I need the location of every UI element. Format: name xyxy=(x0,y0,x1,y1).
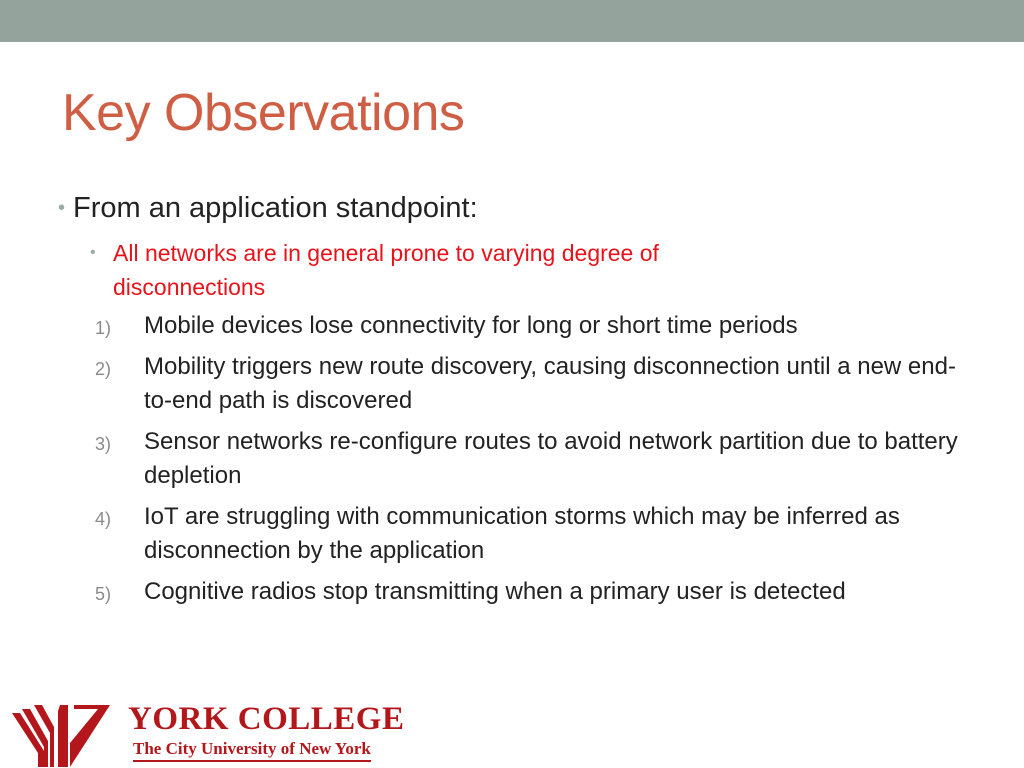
sub-bullet xyxy=(90,236,810,304)
list-number: 1) xyxy=(95,318,112,338)
college-name: YORK COLLEGE xyxy=(128,701,405,737)
bullet-dot-icon: • xyxy=(58,197,66,219)
list-item xyxy=(95,425,975,493)
list-item-text: Sensor networks re-configure routes to avoid network partition due to battery depletion xyxy=(144,428,958,489)
york-college-logo-icon xyxy=(10,703,120,767)
main-bullet xyxy=(58,190,478,226)
university-name: The City University of New York xyxy=(133,739,371,762)
list-item xyxy=(95,575,975,609)
list-number: 3) xyxy=(95,434,112,454)
slide-title: Key Observations xyxy=(62,84,465,142)
bullet-dot-icon: • xyxy=(90,244,96,261)
list-item xyxy=(95,350,975,418)
list-item xyxy=(95,500,975,568)
top-banner xyxy=(0,0,1024,42)
list-item-text: Mobility triggers new route discovery, causing disconnection until a new end-to-end path is discovered xyxy=(144,353,956,414)
list-item xyxy=(95,309,975,343)
list-number: 2) xyxy=(95,359,112,379)
list-item-text: IoT are struggling with communication storms which may be inferred as disconnection by the application xyxy=(144,503,900,564)
list-item-text: Cognitive radios stop transmitting when a primary user is detected xyxy=(144,578,846,605)
list-item-text: Mobile devices lose connectivity for long or short time periods xyxy=(144,312,798,339)
numbered-list xyxy=(95,309,975,616)
main-bullet-text: From an application standpoint: xyxy=(73,192,478,224)
sub-bullet-text: All networks are in general prone to varying degree of disconnections xyxy=(113,240,659,300)
list-number: 4) xyxy=(95,509,112,529)
list-number: 5) xyxy=(95,584,112,604)
